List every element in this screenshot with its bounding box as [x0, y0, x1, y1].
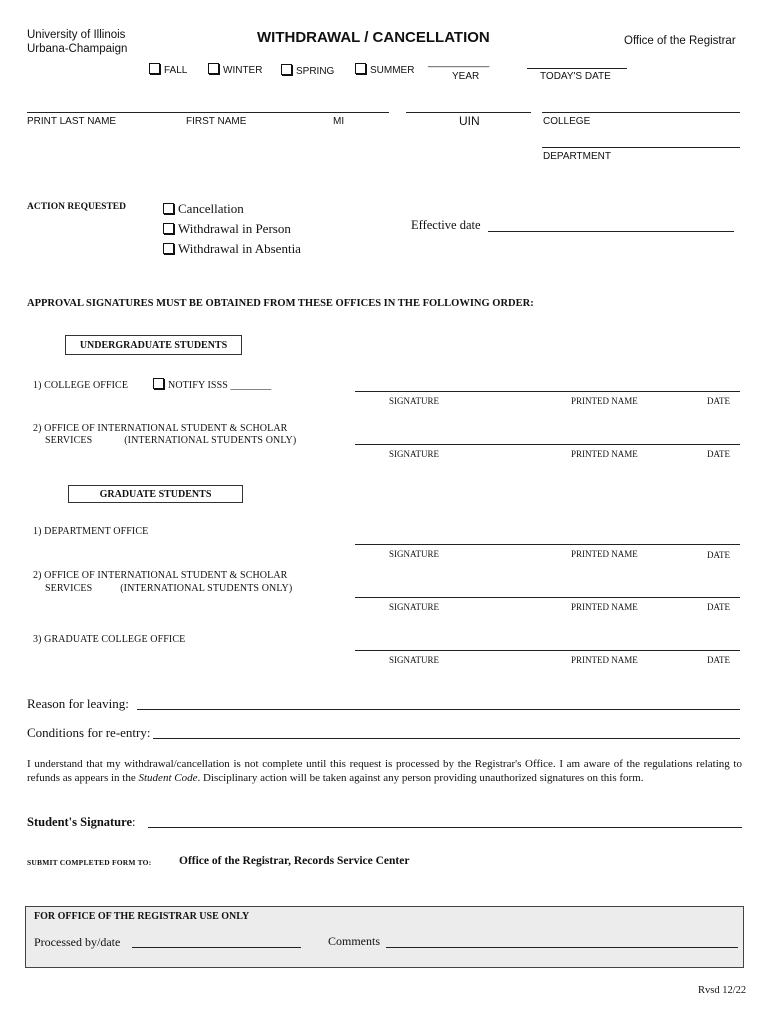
comments-label: Comments	[328, 934, 381, 948]
effective-date-field[interactable]	[488, 231, 734, 232]
signature-label: SIGNATURE	[389, 602, 440, 612]
date-label: DATE	[707, 602, 730, 612]
conditions-field[interactable]	[153, 738, 740, 739]
graduate-heading: GRADUATE STUDENTS	[68, 485, 243, 503]
university-name	[27, 28, 127, 56]
checkbox-icon[interactable]	[163, 223, 174, 234]
grad-sig-line-3[interactable]	[355, 650, 740, 651]
checkbox-icon[interactable]	[208, 63, 219, 74]
processed-by-label: Processed by/date	[34, 935, 121, 949]
college-field-line[interactable]	[542, 112, 740, 113]
form-title: WITHDRAWAL / CANCELLATION	[257, 29, 490, 46]
ug-sig-line-1[interactable]	[355, 391, 740, 392]
todays-date-label: TODAY'S DATE	[540, 71, 611, 82]
uin-field-line[interactable]	[406, 112, 531, 113]
undergraduate-heading: UNDERGRADUATE STUDENTS	[65, 335, 242, 355]
date-label: DATE	[707, 655, 730, 665]
checkbox-icon[interactable]	[149, 63, 160, 74]
university-line2: Urbana-Champaign	[27, 43, 128, 55]
approval-heading: APPROVAL SIGNATURES MUST BE OBTAINED FROM THESE OFFICES IN THE FOLLOWING ORDER:	[27, 298, 534, 309]
last-name-label: PRINT LAST NAME	[27, 116, 117, 127]
student-signature-field[interactable]	[148, 827, 742, 828]
effective-date-label: Effective date	[411, 218, 481, 232]
office-label: Office of the Registrar	[624, 35, 736, 47]
signature-label: SIGNATURE	[389, 396, 440, 406]
acknowledgement-statement: I understand that my withdrawal/cancellation is not complete until this request is processed by the Registrar's Office. I am aware of the regulations relating to refunds as appears in the Student Code. Disciplinary action will be taken against any person providing unauthorized signatures on this form.	[27, 758, 742, 784]
submit-label: SUBMIT COMPLETED FORM TO:	[27, 858, 152, 867]
office-use-box	[25, 906, 744, 968]
submit-destination: Office of the Registrar, Records Service Center	[179, 855, 410, 867]
university-line1: University of Illinois	[27, 29, 126, 41]
checkbox-icon[interactable]	[355, 63, 366, 74]
action-options	[163, 199, 301, 259]
reason-field[interactable]	[137, 709, 740, 710]
term-winter[interactable]: WINTER	[208, 63, 262, 76]
checkbox-icon[interactable]	[153, 378, 164, 389]
department-label: DEPARTMENT	[543, 151, 611, 162]
printed-name-label: PRINTED NAME	[571, 602, 638, 612]
revision-label: Rvsd 12/22	[698, 985, 747, 996]
processed-by-field[interactable]	[132, 947, 301, 948]
printed-name-label: PRINTED NAME	[571, 655, 638, 665]
year-blank[interactable]: ___________	[428, 57, 490, 68]
option-cancellation[interactable]: Cancellation	[163, 199, 301, 219]
grad-isss-office: 2) OFFICE OF INTERNATIONAL STUDENT & SCHOLAR SERVICES (INTERNATIONAL STUDENTS ONLY)	[33, 570, 293, 594]
comments-field[interactable]	[386, 947, 738, 948]
date-label: DATE	[707, 550, 730, 560]
conditions-label: Conditions for re-entry:	[27, 725, 151, 740]
printed-name-label: PRINTED NAME	[571, 449, 638, 459]
checkbox-icon[interactable]	[163, 203, 174, 214]
student-signature-label: Student's Signature:	[27, 815, 136, 829]
ug-college-office: 1) COLLEGE OFFICE	[33, 380, 129, 391]
ug-sig-line-2[interactable]	[355, 444, 740, 445]
printed-name-label: PRINTED NAME	[571, 396, 638, 406]
signature-label: SIGNATURE	[389, 655, 440, 665]
checkbox-icon[interactable]	[281, 64, 292, 75]
date-label: DATE	[707, 396, 730, 406]
first-name-label: FIRST NAME	[186, 116, 247, 127]
option-withdrawal-in-absentia[interactable]: Withdrawal in Absentia	[163, 239, 301, 259]
signature-label: SIGNATURE	[389, 449, 440, 459]
notify-isss[interactable]: NOTIFY ISSS ________	[153, 378, 271, 391]
signature-label: SIGNATURE	[389, 549, 440, 559]
action-requested-label: ACTION REQUESTED	[27, 202, 126, 212]
term-summer[interactable]: SUMMER	[355, 63, 414, 76]
term-spring[interactable]: SPRING	[281, 64, 334, 77]
printed-name-label: PRINTED NAME	[571, 549, 638, 559]
grad-department-office: 1) DEPARTMENT OFFICE	[33, 526, 149, 537]
grad-college-office: 3) GRADUATE COLLEGE OFFICE	[33, 634, 186, 645]
uin-label: UIN	[459, 114, 480, 128]
office-use-title: FOR OFFICE OF THE REGISTRAR USE ONLY	[34, 911, 250, 922]
term-fall[interactable]: FALL	[149, 63, 187, 76]
department-field-line[interactable]	[542, 147, 740, 148]
option-withdrawal-in-person[interactable]: Withdrawal in Person	[163, 219, 301, 239]
ug-isss-office: 2) OFFICE OF INTERNATIONAL STUDENT & SCHOLAR SERVICES (INTERNATIONAL STUDENTS ONLY)	[33, 423, 297, 446]
college-label: COLLEGE	[543, 116, 591, 127]
date-label: DATE	[707, 449, 730, 459]
checkbox-icon[interactable]	[163, 243, 174, 254]
todays-date-field[interactable]	[527, 68, 627, 69]
mi-label: MI	[333, 116, 345, 127]
reason-label: Reason for leaving:	[27, 696, 129, 711]
year-label: YEAR	[452, 71, 480, 82]
grad-sig-line-2[interactable]	[355, 597, 740, 598]
name-field-line[interactable]	[27, 112, 389, 113]
grad-sig-line-1[interactable]	[355, 544, 740, 545]
